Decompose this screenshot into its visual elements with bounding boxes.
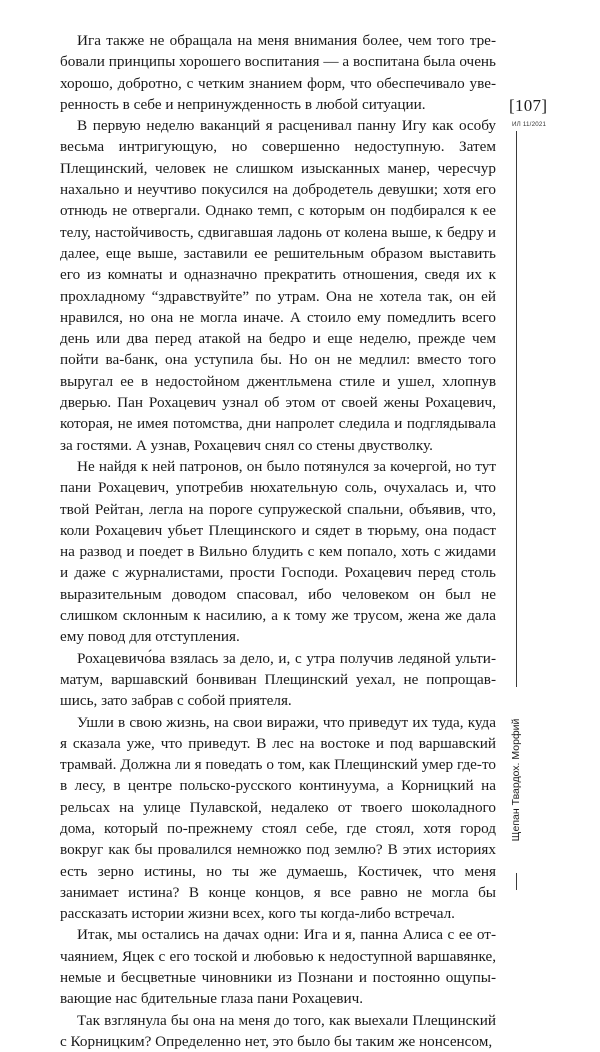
main-text	[60, 30, 496, 1052]
paragraph-7: Так взглянула бы она на меня до того, как выехали Плещинский с Корницким? Определенно нет, это было бы таким же нонсенсом,	[60, 1011, 496, 1050]
paragraph-3: Не найдя к ней патронов, он было потянулся за кочергой, но тут пани Рохацевич, употребив нюхательную соль, очухалась и, что твой Рейтан, легла на пороге супружеской спальни, объявив, что, коли Рохацевич убьет Плещинского и сядет в тюрьму, она подаст на развод и поедет в Вильно блудить с кем попало, хоть с жидами и даже с журналистами, прости Господи. Рохацевич перед столь выразительным доводом спасовал, ибо человеком он был не слишком склонным к насилию, а к тому же трусом, жена же дала ему повод для отступления.	[60, 457, 496, 646]
paragraph-4: Рохацевичо́ва взялась за дело, и, с утра получив ледяной ультиматум, варшавский бонвиван Плещинский уехал, не попрощавшись, зато забрав с собой приятеля.	[60, 649, 496, 710]
paragraph-1: Ига также не обращала на меня внимания более, чем того требовали принципы хорошего воспитания — а воспитана была очень хорошо, добротно, с четким знанием форм, что обеспечивало уверенность в себе и непринужденность в любой ситуации.	[60, 32, 496, 113]
running-head: Щепан Твардох. Морфий	[510, 718, 522, 842]
paragraph-5: Ушли в свою жизнь, на свои виражи, что приведут их туда, куда я сказала уже, что приведут. В лес на востоке и под варшавский трамвай. Должна ли я поведать о том, как Плещинский умер где-то в лесу, в центре польско-русского континуума, а Корницкий на рельсах на улице Пулавской, недалеко от твоего шоколадного дома, который по-прежнему стоял себе, где стоял, хотя город вокруг как бы провалился немножко под землю? В этих историях есть зерно истины, но ты же думаешь, Костичек, что меня занимает истина? В конце концов, я все равно не могла бы рассказать истории жизни всех, кого ты когда-либо встречал.	[60, 713, 496, 923]
page-number: [107]	[509, 96, 548, 115]
margin-rule	[516, 131, 517, 687]
paragraph-2: В первую неделю ваканций я расценивал панну Игу как особу весьма интригующую, но совершенно недоступную. Затем Плещинский, человек не слишком изысканных манер, чересчур нахально и неучтиво покусился на добродетель девушки; хотя его отнюдь не отвергали. Однако темп, с которым он подбирался к ее телу, настойчивость, сдвигавшая ладонь от колена выше, к бедру и далее, еще выше, заставили ее решительным образом выставить его из комнаты и одназначно прекратить отношения, сведя их к прохладному “здравствуйте” по утрам. Она не хотела так, он ей нравился, но она не могла иначе. А стоило ему помедлить всего день или два перед атакой на бедро и еще неделю, прежде чем пойти ва-банк, она уступила бы. Но он не медлил: вместо того выругал ее в недостойном джентльмена стиле и ушел, хлопнув дверью. Пан Рохацевич узнал об этом от своей жены Рохацевич, которая, не имея потомства, дни напролет следила и подглядывала за гостями. А узнав, Рохацевич снял со стены двустволку.	[60, 117, 496, 454]
issue-label: ИЛ 11/2021	[512, 121, 547, 128]
margin-rule-bottom	[516, 873, 517, 890]
paragraph-6: Итак, мы остались на дачах одни: Ига и я, панна Алиса с ее отчаянием, Яцек с его тоской и любовью к недоступной варшавянке, немые и бесцветные чиновники из Познани и постоянно ощупывающие нас бдительные глаза пани Рохацевич.	[60, 926, 496, 1008]
